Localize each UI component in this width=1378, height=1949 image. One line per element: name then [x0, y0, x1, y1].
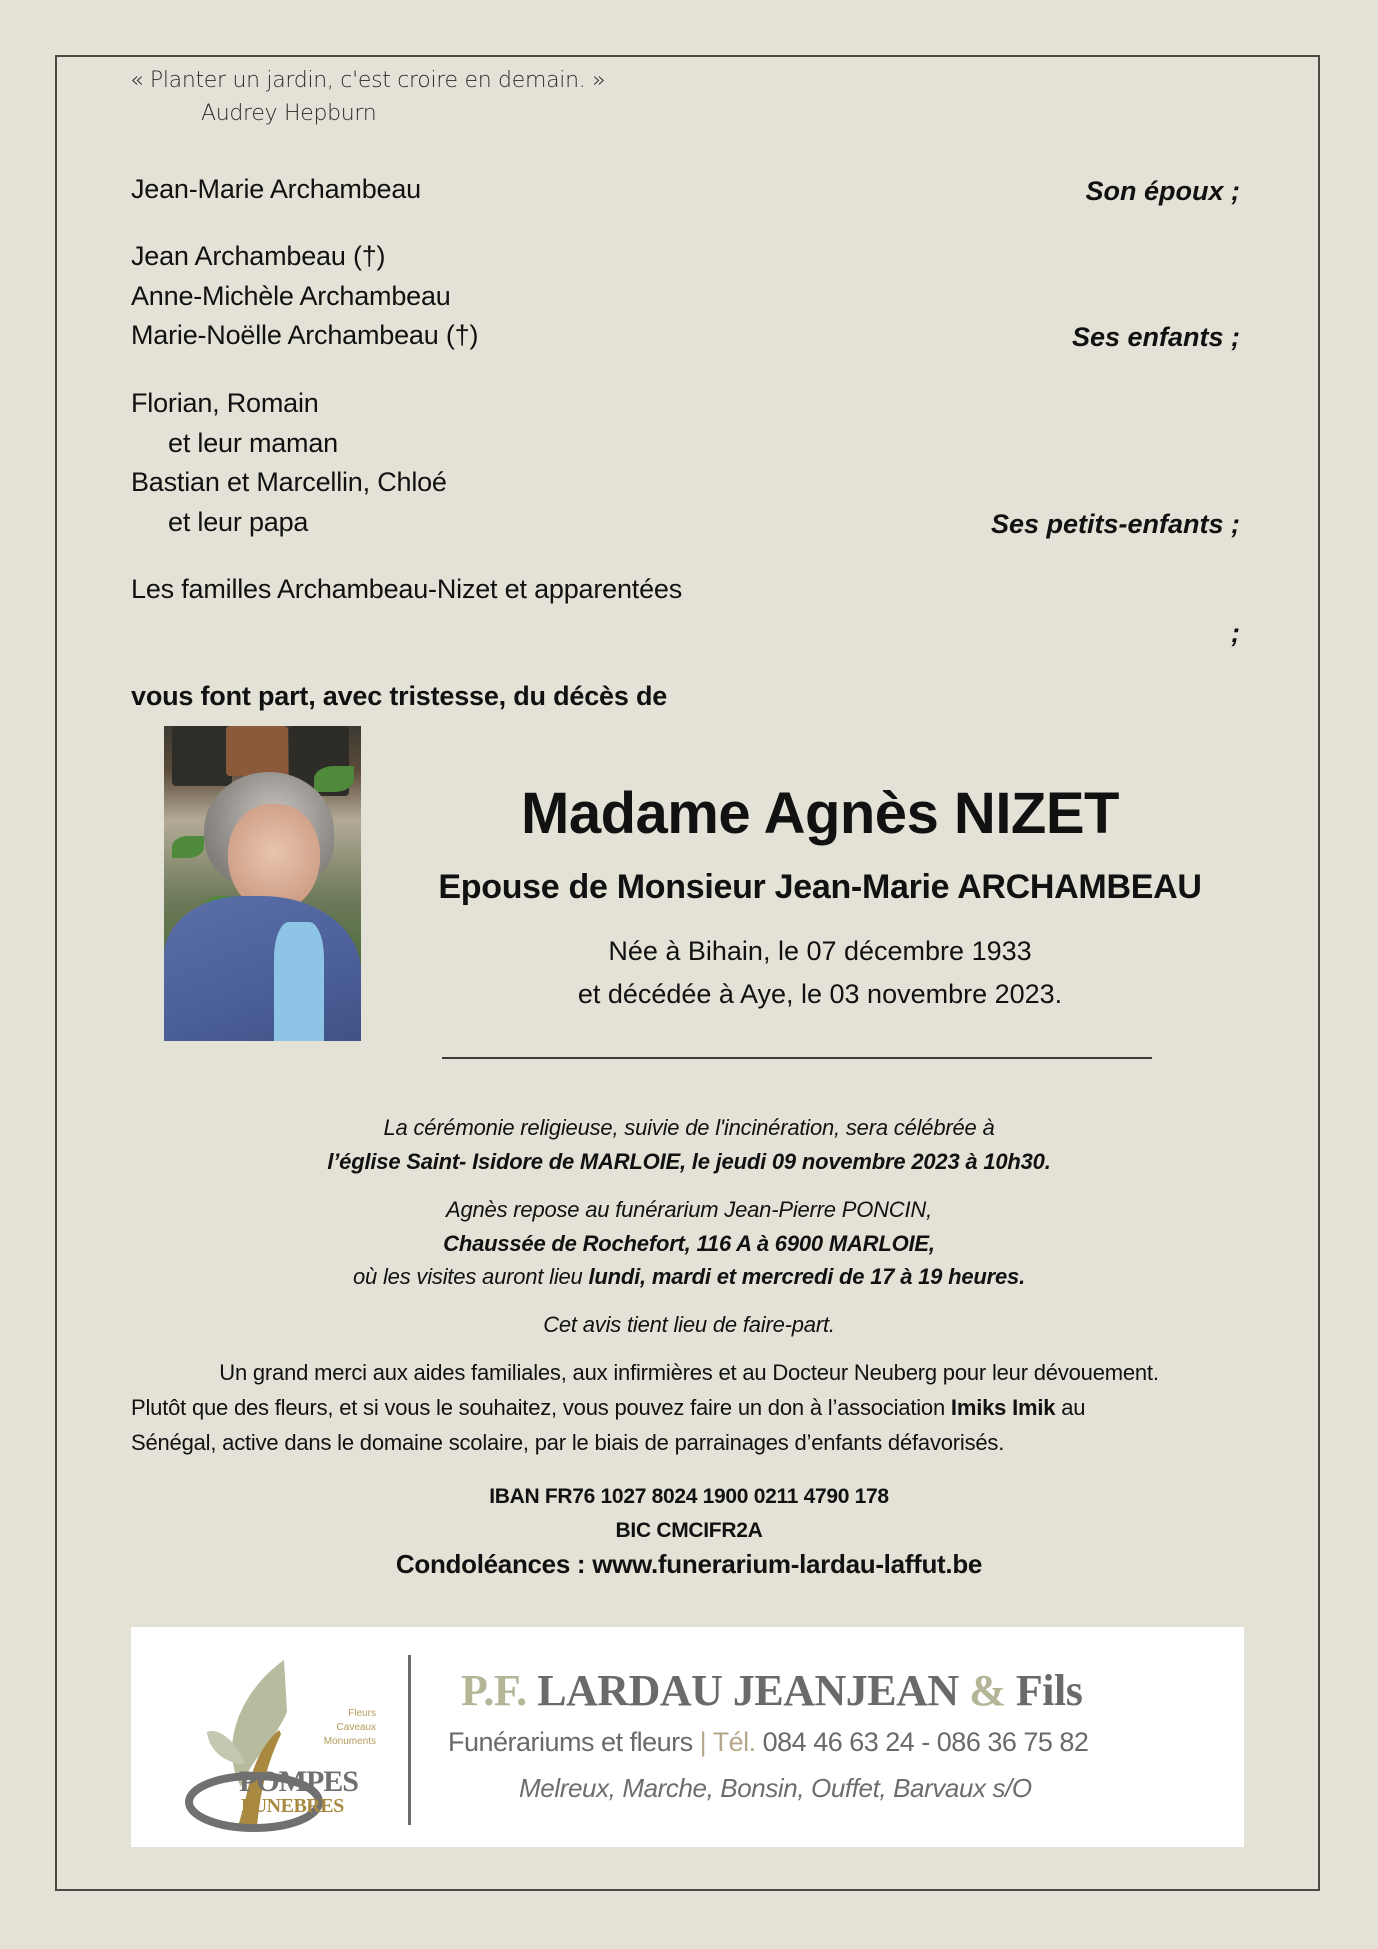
deceased-name: Madame Agnès NIZET	[521, 781, 1119, 846]
repose-line-3-text: où les visites auront lieu	[353, 1264, 589, 1289]
photo-detail	[172, 836, 204, 858]
deceased-spouse-line: Epouse de Monsieur Jean-Marie ARCHAMBEAU	[438, 868, 1202, 906]
bic: BIC CMCIFR2A	[615, 1519, 763, 1542]
logo-separator	[408, 1655, 411, 1825]
grandchild-note: et leur maman	[168, 428, 338, 458]
repose-line-1: Agnès repose au funérarium Jean-Pierre PONCIN,	[445, 1197, 933, 1222]
relation-children: Ses enfants ;	[1071, 322, 1240, 352]
families-name: Les familles Archambeau-Nizet et apparentées	[131, 574, 683, 604]
divider	[442, 1057, 1152, 1059]
ceremony-line-1: La cérémonie religieuse, suivie de l'incinération, sera célébrée à	[383, 1115, 995, 1140]
child-name: Anne-Michèle Archambeau	[131, 281, 451, 311]
photo-detail	[164, 896, 361, 1041]
tagline	[306, 1707, 376, 1749]
repose-line-3	[0, 1264, 1378, 1290]
thanks-text: Plutôt que des fleurs, et si vous le souhaitez, vous pouvez faire un don à l’association	[131, 1395, 951, 1420]
funeral-home-towns: Melreux, Marche, Bonsin, Ouffet, Barvaux s/O	[519, 1773, 1032, 1803]
logo-word-funebres: FUNEBRES	[241, 1795, 344, 1817]
thanks-line-2	[131, 1395, 1085, 1421]
deceased-death: et décédée à Aye, le 03 novembre 2023.	[577, 979, 1063, 1009]
grandchild-name: Bastian et Marcellin, Chloé	[131, 467, 447, 497]
ceremony-line-2: l’église Saint- Isidore de MARLOIE, le jeudi 09 novembre 2023 à 10h30.	[327, 1149, 1051, 1174]
visiting-hours: lundi, mardi et mercredi de 17 à 19 heures.	[588, 1264, 1025, 1289]
announcement: vous font part, avec tristesse, du décès de	[131, 681, 668, 711]
repose-line-2: Chaussée de Rochefort, 116 A à 6900 MARLOIE,	[443, 1231, 935, 1256]
relation-grandchildren: Ses petits-enfants ;	[990, 509, 1240, 539]
thanks-line-1: Un grand merci aux aides familiales, aux infirmières et au Docteur Neuberg pour leur dévouement.	[219, 1360, 1159, 1385]
relation-families: ;	[1231, 618, 1240, 648]
spouse-name: Jean-Marie Archambeau	[131, 174, 421, 204]
child-name: Jean Archambeau (†)	[131, 241, 386, 271]
quote-author: Audrey Hepburn	[201, 101, 377, 126]
iban: IBAN FR76 1027 8024 1900 0211 4790 178	[489, 1485, 889, 1508]
grandchild-note: et leur papa	[168, 507, 309, 537]
tagline-item: Monuments	[323, 1736, 376, 1747]
thanks-line-3: Sénégal, active dans le domaine scolaire, par le biais de parrainages d’enfants défavorisés.	[131, 1430, 1005, 1455]
tel-label: | Tél.	[699, 1727, 756, 1757]
tagline-item: Fleurs	[348, 1708, 376, 1719]
funeral-home-banner	[131, 1627, 1244, 1847]
photo-detail	[314, 766, 354, 792]
tagline-item: Caveaux	[336, 1722, 376, 1733]
name-pf: P.F.	[461, 1666, 527, 1715]
photo-detail	[172, 726, 232, 786]
funeral-home-contact	[448, 1727, 1088, 1758]
photo-detail	[226, 726, 288, 776]
deceased-photo	[164, 726, 361, 1041]
grandchild-name: Florian, Romain	[131, 388, 319, 418]
condolences-link[interactable]: Condoléances : www.funerarium-lardau-laffut.be	[395, 1549, 983, 1579]
funeral-home-name	[461, 1665, 1082, 1716]
logo-word-pompes: POMPES	[239, 1765, 358, 1798]
deceased-birth: Née à Bihain, le 07 décembre 1933	[608, 936, 1032, 966]
services: Funérariums et fleurs	[448, 1727, 700, 1757]
name-main: LARDAU JEANJEAN	[526, 1666, 970, 1715]
quote-text: « Planter un jardin, c'est croire en demain. »	[130, 68, 606, 93]
child-name: Marie-Noëlle Archambeau (†)	[131, 320, 479, 350]
phone-numbers: 084 46 63 24 - 086 36 75 82	[755, 1727, 1089, 1757]
name-ampersand: &	[969, 1666, 1006, 1715]
name-fils: Fils	[1005, 1666, 1083, 1715]
photo-detail	[274, 922, 324, 1041]
thanks-text: au	[1055, 1395, 1086, 1420]
notice: Cet avis tient lieu de faire-part.	[543, 1312, 835, 1337]
relation-spouse: Son époux ;	[1085, 176, 1240, 206]
association-name: Imiks Imik	[950, 1395, 1056, 1420]
